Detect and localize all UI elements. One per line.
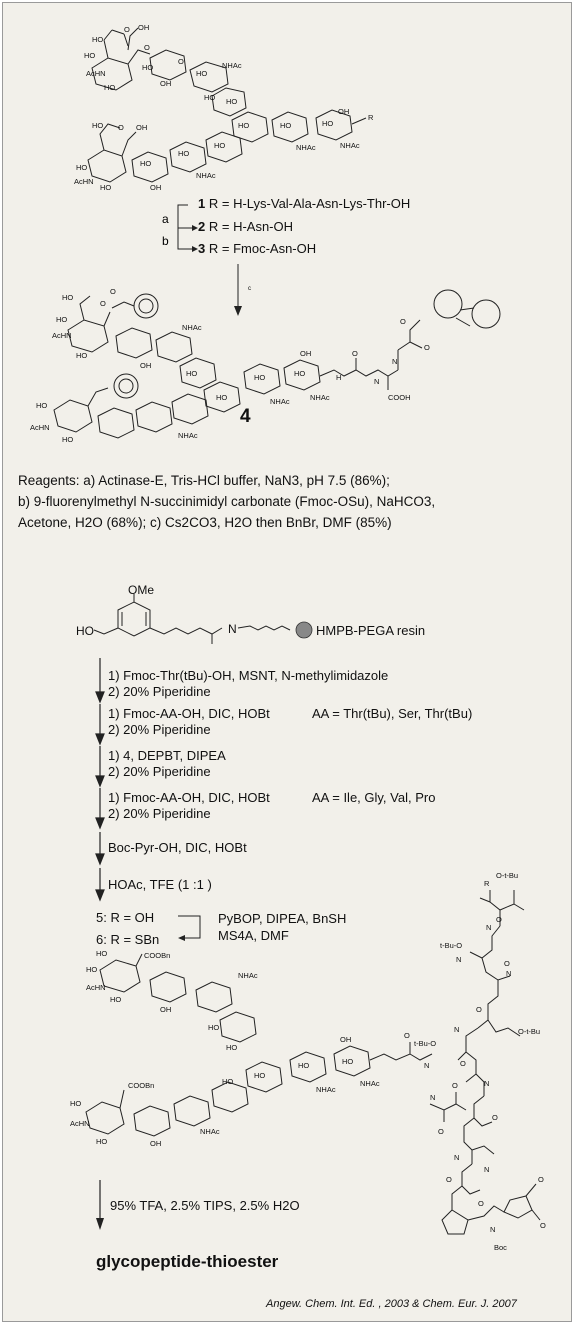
svg-text:HO: HO (56, 315, 68, 324)
svg-text:HO: HO (294, 369, 306, 378)
svg-text:HO: HO (216, 393, 228, 402)
svg-text:HO: HO (96, 1137, 108, 1146)
svg-text:N: N (486, 923, 492, 932)
reagents-line-3: Acetone, H2O (68%); c) Cs2CO3, H2O then BnBr, DMF (85%) (18, 515, 392, 530)
compound-4-structure (0, 280, 576, 450)
compound-6-line: 6: R = SBn (96, 932, 160, 947)
reagents-line-2: b) 9-fluorenylmethyl N-succinimidyl carbonate (Fmoc-OSu), NaHCO3, (18, 494, 436, 509)
step-b-label: b (162, 234, 169, 248)
svg-text:HO: HO (84, 51, 96, 60)
svg-text:O: O (446, 1175, 452, 1184)
svg-text:N: N (424, 1061, 430, 1070)
svg-text:NHAc: NHAc (182, 323, 202, 332)
svg-text:HO: HO (86, 965, 98, 974)
svg-text:O: O (540, 1221, 546, 1230)
svg-text:N: N (430, 1093, 436, 1102)
svg-text:N: N (506, 969, 512, 978)
svg-text:O: O (438, 1127, 444, 1136)
svg-text:NHAc: NHAc (178, 431, 198, 440)
compound-4-number: 4 (240, 406, 251, 427)
svg-text:OH: OH (340, 1035, 352, 1044)
svg-text:HO: HO (238, 121, 250, 130)
svg-text:HO: HO (280, 121, 292, 130)
svg-text:HO: HO (96, 950, 108, 958)
svg-text:HO: HO (104, 83, 116, 92)
compound-2-number: 2 (198, 219, 206, 234)
resin-bead-icon (296, 622, 312, 638)
step-4-line-1: 1) Fmoc-AA-OH, DIC, HOBt (108, 790, 270, 805)
svg-text:N: N (454, 1025, 460, 1034)
svg-text:OH: OH (338, 107, 350, 116)
svg-text:N: N (484, 1079, 490, 1088)
svg-text:O: O (178, 57, 184, 66)
final-step-reagents: 95% TFA, 2.5% TIPS, 2.5% H2O (110, 1198, 300, 1213)
svg-text:HO: HO (142, 63, 154, 72)
step-c-label: c (248, 286, 251, 292)
svg-text:N: N (484, 1165, 490, 1174)
svg-text:HO: HO (204, 93, 216, 102)
svg-text:HO: HO (100, 183, 112, 192)
svg-text:O: O (476, 1005, 482, 1014)
svg-text:HO: HO (254, 1071, 266, 1080)
svg-text:O: O (144, 43, 150, 52)
svg-text:t-Bu-O: t-Bu-O (414, 1039, 437, 1048)
svg-text:OH: OH (136, 123, 148, 132)
svg-text:O: O (118, 123, 124, 132)
svg-text:HO: HO (254, 373, 266, 382)
svg-text:HO: HO (36, 401, 48, 410)
svg-text:NHAc: NHAc (296, 143, 316, 152)
svg-text:O: O (400, 317, 406, 326)
conversion-line-2: MS4A, DMF (218, 928, 289, 943)
svg-text:HO: HO (92, 121, 104, 130)
step-3-line-2: 2) 20% Piperidine (108, 764, 211, 779)
svg-text:OH: OH (138, 23, 150, 32)
svg-text:HO: HO (178, 149, 190, 158)
compound-1-text: R = H-Lys-Val-Ala-Asn-Lys-Thr-OH (208, 196, 411, 211)
svg-text:N: N (374, 377, 380, 386)
svg-text:NHAc: NHAc (196, 171, 216, 180)
svg-text:O: O (496, 915, 502, 924)
svg-text:COOBn: COOBn (144, 951, 171, 960)
compound-3-text: R = Fmoc-Asn-OH (208, 241, 317, 256)
glycan-structure-1 (0, 0, 576, 200)
final-arrow (90, 1178, 110, 1236)
svg-text:AcHN: AcHN (30, 423, 50, 432)
nh-label: N (228, 622, 237, 636)
svg-text:HO: HO (222, 1077, 234, 1086)
svg-text:Boc: Boc (494, 1243, 507, 1252)
svg-text:O: O (538, 1175, 544, 1184)
svg-text:HO: HO (92, 35, 104, 44)
svg-text:O: O (478, 1199, 484, 1208)
ho-label: HO (76, 624, 94, 638)
glycopeptide-glycan-structure (0, 950, 440, 1160)
svg-text:OH: OH (160, 1005, 172, 1014)
svg-text:HO: HO (226, 97, 238, 106)
step-4-line-2: 2) 20% Piperidine (108, 806, 211, 821)
svg-text:NHAc: NHAc (310, 393, 330, 402)
svg-text:N: N (456, 955, 462, 964)
svg-text:HO: HO (70, 1099, 82, 1108)
svg-text:HO: HO (226, 1043, 238, 1052)
svg-text:HO: HO (322, 119, 334, 128)
compound-1-line (198, 196, 410, 211)
step-4-aa: AA = Ile, Gly, Val, Pro (312, 790, 436, 805)
svg-text:O: O (110, 287, 116, 296)
ome-label: OMe (128, 583, 155, 597)
svg-text:AcHN: AcHN (70, 1119, 90, 1128)
product-title: glycopeptide-thioester (96, 1252, 279, 1271)
svg-text:O-t-Bu: O-t-Bu (518, 1027, 541, 1036)
svg-text:N: N (392, 357, 398, 366)
svg-text:N: N (454, 1153, 460, 1162)
reagents-block (18, 470, 435, 533)
svg-text:AcHN: AcHN (74, 177, 94, 186)
svg-text:O-t-Bu: O-t-Bu (496, 871, 519, 880)
svg-text:O: O (460, 1059, 466, 1068)
svg-text:HO: HO (76, 163, 88, 172)
svg-text:COOH: COOH (388, 393, 411, 402)
svg-text:H: H (336, 373, 342, 382)
svg-text:OH: OH (300, 349, 312, 358)
compound-3-line (198, 241, 316, 256)
step-2-aa: AA = Thr(tBu), Ser, Thr(tBu) (312, 706, 473, 721)
compound-2-line (198, 219, 293, 234)
svg-text:HO: HO (196, 69, 208, 78)
svg-text:AcHN: AcHN (52, 331, 72, 340)
svg-text:HO: HO (76, 351, 88, 360)
svg-text:O: O (100, 299, 106, 308)
svg-text:HO: HO (62, 293, 74, 302)
citation: Angew. Chem. Int. Ed. , 2003 & Chem. Eur. J. 2007 (266, 1298, 517, 1310)
svg-text:HO: HO (140, 159, 152, 168)
svg-text:OH: OH (160, 79, 172, 88)
step-3-line-1: 1) 4, DEPBT, DIPEA (108, 748, 226, 763)
svg-text:NHAc: NHAc (360, 1079, 380, 1088)
svg-text:NHAc: NHAc (316, 1085, 336, 1094)
svg-text:OH: OH (150, 183, 162, 192)
svg-text:O: O (504, 959, 510, 968)
svg-text:N: N (490, 1225, 496, 1234)
svg-text:HO: HO (62, 435, 74, 444)
svg-text:NHAc: NHAc (340, 141, 360, 150)
svg-text:HO: HO (208, 1023, 220, 1032)
svg-text:COOBn: COOBn (128, 1081, 155, 1090)
svg-text:HO: HO (186, 369, 198, 378)
svg-text:OH: OH (150, 1139, 162, 1148)
svg-text:HO: HO (298, 1061, 310, 1070)
resin-linker-structure (0, 590, 576, 650)
svg-text:R: R (368, 113, 374, 122)
step-1-line-2: 2) 20% Piperidine (108, 684, 211, 699)
conversion-line-1: PyBOP, DIPEA, BnSH (218, 911, 347, 926)
step-a-label: a (162, 212, 169, 226)
svg-text:NHAc: NHAc (222, 61, 242, 70)
reagents-line-1: Reagents: a) Actinase-E, Tris-HCl buffer, NaN3, pH 7.5 (86%); (18, 473, 390, 488)
compound-5-line: 5: R = OH (96, 910, 155, 925)
compound-1-number: 1 (198, 196, 206, 211)
svg-text:R: R (484, 879, 490, 888)
svg-text:O: O (492, 1113, 498, 1122)
svg-text:HO: HO (214, 141, 226, 150)
svg-text:NHAc: NHAc (200, 1127, 220, 1136)
svg-text:O: O (452, 1081, 458, 1090)
svg-text:NHAc: NHAc (270, 397, 290, 406)
svg-text:O: O (424, 343, 430, 352)
svg-text:AcHN: AcHN (86, 983, 106, 992)
step-ab-arrows (150, 200, 210, 260)
svg-text:HO: HO (110, 995, 122, 1004)
compound-2-text: R = H-Asn-OH (208, 219, 294, 234)
step-5-line: Boc-Pyr-OH, DIC, HOBt (108, 840, 247, 855)
step-2-line-1: 1) Fmoc-AA-OH, DIC, HOBt (108, 706, 270, 721)
svg-text:O: O (404, 1031, 410, 1040)
svg-text:O: O (124, 25, 130, 34)
resin-label: HMPB-PEGA resin (316, 623, 426, 638)
svg-text:t-Bu-O: t-Bu-O (440, 941, 463, 950)
compound-3-number: 3 (198, 241, 206, 256)
step-6-line: HOAc, TFE (1 :1 ) (108, 877, 212, 892)
step-1-line-1: 1) Fmoc-Thr(tBu)-OH, MSNT, N-methylimidazole (108, 668, 389, 683)
svg-text:HO: HO (342, 1057, 354, 1066)
svg-text:OH: OH (140, 361, 152, 370)
step-2-line-2: 2) 20% Piperidine (108, 722, 211, 737)
svg-text:AcHN: AcHN (86, 69, 106, 78)
svg-text:O: O (352, 349, 358, 358)
svg-text:NHAc: NHAc (238, 971, 258, 980)
